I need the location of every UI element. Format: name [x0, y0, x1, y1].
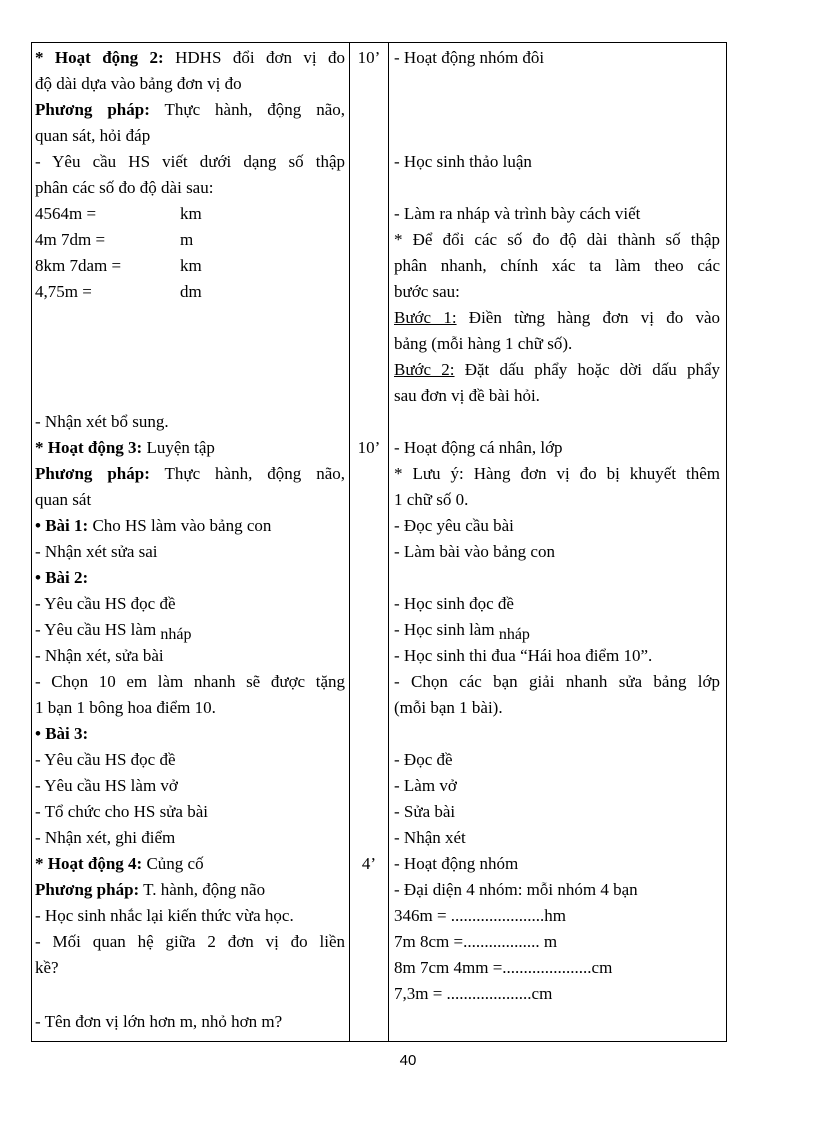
bold-label: • Bài 1: — [35, 516, 89, 535]
text-span: - Tổ chức cho HS sửa bài — [35, 802, 208, 821]
teacher-line — [32, 97, 349, 123]
teacher-line — [32, 955, 349, 981]
text-span: 346m = ......................hm — [394, 906, 567, 925]
text-span: * Để đổi các số đo độ dài thành số thập — [394, 230, 720, 249]
duration-label: 10’ — [357, 48, 381, 67]
student-line — [389, 45, 726, 71]
student-line — [389, 955, 726, 981]
student-line — [389, 227, 726, 253]
bold-label: • Bài 3: — [35, 724, 89, 743]
student-line — [389, 773, 726, 799]
teacher-line — [32, 45, 349, 71]
text-span: - Yêu cầu HS làm — [35, 620, 161, 639]
teacher-line — [32, 227, 349, 253]
text-span: bảng (mỗi hàng 1 chữ số). — [394, 334, 573, 353]
teacher-line — [32, 669, 349, 695]
teacher-line — [32, 435, 349, 461]
column-divider — [349, 43, 350, 1041]
text-span: Điền từng hàng đơn vị đo vào — [456, 308, 721, 327]
text-span: - Yêu cầu HS đọc đề — [35, 594, 176, 613]
student-line — [389, 617, 726, 643]
text-span: - Đọc đề — [394, 750, 453, 769]
student-line — [389, 513, 726, 539]
text-span: 7m 8cm =.................. m — [394, 932, 558, 951]
student-line — [389, 331, 726, 357]
text-span: - Hoạt động nhóm đôi — [394, 48, 545, 67]
text-span: - Yêu cầu HS làm vở — [35, 776, 178, 795]
text-span: T. hành, động não — [139, 880, 266, 899]
text-span: - Sửa bài — [394, 802, 456, 821]
text-span: - Hoạt động cá nhân, lớp — [394, 438, 563, 457]
measurement-unit: km — [180, 256, 202, 275]
teacher-line — [32, 643, 349, 669]
text-span: Luyện tập — [142, 438, 215, 457]
teacher-line — [32, 71, 349, 97]
text-span: Thực hành, động não, — [149, 464, 345, 483]
teacher-line — [32, 747, 349, 773]
student-line — [389, 539, 726, 565]
text-span: Cho HS làm vào bảng con — [88, 516, 272, 535]
text-span: - Nhận xét, ghi điểm — [35, 828, 176, 847]
bold-label: Phương pháp: — [35, 464, 150, 483]
teacher-line — [32, 617, 349, 643]
student-line — [389, 643, 726, 669]
text-span: - Học sinh thảo luận — [394, 152, 532, 171]
teacher-line — [32, 1009, 349, 1035]
measurement-value: 4m 7dm = — [35, 230, 106, 249]
text-span: - Học sinh nhắc lại kiến thức vừa học. — [35, 906, 294, 925]
teacher-line — [32, 851, 349, 877]
teacher-line — [32, 903, 349, 929]
text-span: HDHS đổi đơn vị đo — [163, 48, 345, 67]
teacher-line — [32, 591, 349, 617]
student-line — [389, 357, 726, 383]
text-span: - Nhận xét — [394, 828, 466, 847]
text-span: Thực hành, động não, — [149, 100, 345, 119]
bold-label: Phương pháp: — [35, 100, 150, 119]
duration-label: 4’ — [361, 854, 377, 873]
text-span: - Mối quan hệ giữa 2 đơn vị đo liền — [35, 932, 345, 951]
measurement-value: 4564m = — [35, 204, 97, 223]
bold-label: * Hoạt động 2: — [35, 48, 164, 67]
bold-label: * Hoạt động 4: — [35, 854, 143, 873]
student-line — [389, 981, 726, 1007]
teacher-line — [32, 409, 349, 435]
step-label: Bước 1: — [394, 308, 457, 327]
teacher-line — [32, 461, 349, 487]
text-span: nháp — [498, 626, 530, 643]
teacher-line — [32, 721, 349, 747]
student-line — [389, 383, 726, 409]
text-span: - Học sinh đọc đề — [394, 594, 514, 613]
text-span: 7,3m = ....................cm — [394, 984, 553, 1003]
text-span: - Đọc yêu cầu bài — [394, 516, 514, 535]
text-span: phân nhanh, chính xác ta làm theo các — [394, 256, 720, 275]
text-span: * Lưu ý: Hàng đơn vị đo bị khuyết thêm — [394, 464, 720, 483]
teacher-line — [32, 877, 349, 903]
measurement-value: 4,75m = — [35, 282, 92, 301]
text-span: - Học sinh thi đua “Hái hoa điểm 10”. — [394, 646, 653, 665]
teacher-line — [32, 539, 349, 565]
text-span: - Chọn 10 em làm nhanh sẽ được tặng — [35, 672, 345, 691]
text-span: bước sau: — [394, 282, 460, 301]
step-label: Bước 2: — [394, 360, 455, 379]
text-span: - Nhận xét bổ sung. — [35, 412, 169, 431]
text-span: - Yêu cầu HS viết dưới dạng số thập — [35, 152, 345, 171]
teacher-line — [32, 513, 349, 539]
text-span: - Yêu cầu HS đọc đề — [35, 750, 176, 769]
text-span: quan sát — [35, 490, 92, 509]
student-line — [389, 435, 726, 461]
text-span: - Đại diện 4 nhóm: mỗi nhóm 4 bạn — [394, 880, 638, 899]
text-span: độ dài dựa vào bảng đơn vị đo — [35, 74, 242, 93]
text-span: - Nhận xét, sửa bài — [35, 646, 164, 665]
text-span: (mỗi bạn 1 bài). — [394, 698, 503, 717]
bold-label: • Bài 2: — [35, 568, 89, 587]
student-line — [389, 253, 726, 279]
text-span: 8m 7cm 4mm =.....................cm — [394, 958, 613, 977]
teacher-line — [32, 149, 349, 175]
student-line — [389, 201, 726, 227]
text-span: 1 bạn 1 bông hoa điểm 10. — [35, 698, 216, 717]
teacher-line — [32, 279, 349, 305]
student-line — [389, 851, 726, 877]
text-span: - Nhận xét sửa sai — [35, 542, 158, 561]
teacher-line — [32, 825, 349, 851]
bold-label: Phương pháp: — [35, 880, 140, 899]
teacher-line — [32, 487, 349, 513]
student-line — [389, 903, 726, 929]
student-line — [389, 461, 726, 487]
teacher-line — [32, 123, 349, 149]
text-span: - Chọn các bạn giải nhanh sửa bảng lớp — [394, 672, 720, 691]
teacher-line — [32, 201, 349, 227]
text-span: - Tên đơn vị lớn hơn m, nhỏ hơn m? — [35, 1012, 283, 1031]
text-span: kề? — [35, 958, 59, 977]
student-line — [389, 279, 726, 305]
student-line — [389, 487, 726, 513]
measurement-unit: m — [180, 230, 194, 249]
text-span: Đặt dấu phẩy hoặc dời dấu phẩy — [454, 360, 721, 379]
text-span: sau đơn vị đề bài hỏi. — [394, 386, 540, 405]
page-number: 40 — [399, 1052, 417, 1069]
text-span: - Hoạt động nhóm — [394, 854, 519, 873]
student-line — [389, 149, 726, 175]
text-span: quan sát, hỏi đáp — [35, 126, 151, 145]
teacher-line — [32, 695, 349, 721]
student-line — [389, 669, 726, 695]
student-line — [389, 929, 726, 955]
student-line — [389, 799, 726, 825]
teacher-line — [32, 565, 349, 591]
bold-label: * Hoạt động 3: — [35, 438, 143, 457]
teacher-line — [32, 773, 349, 799]
teacher-line — [32, 929, 349, 955]
student-line — [389, 747, 726, 773]
text-span: - Làm bài vào bảng con — [394, 542, 555, 561]
measurement-unit: km — [180, 204, 202, 223]
teacher-line — [32, 175, 349, 201]
student-line — [389, 591, 726, 617]
lesson-table — [31, 42, 727, 1042]
text-span: Củng cố — [142, 854, 204, 873]
teacher-line — [32, 253, 349, 279]
duration-label: 10’ — [357, 438, 381, 457]
teacher-line — [32, 799, 349, 825]
text-span: nháp — [160, 626, 192, 643]
student-line — [389, 877, 726, 903]
measurement-unit: dm — [180, 282, 202, 301]
student-line — [389, 695, 726, 721]
text-span: 1 chữ số 0. — [394, 490, 469, 509]
text-span: - Học sinh làm — [394, 620, 499, 639]
student-line — [389, 825, 726, 851]
student-line — [389, 305, 726, 331]
text-span: - Làm vở — [394, 776, 457, 795]
text-span: - Làm ra nháp và trình bày cách viết — [394, 204, 641, 223]
text-span: phân các số đo độ dài sau: — [35, 178, 214, 197]
measurement-value: 8km 7dam = — [35, 256, 122, 275]
